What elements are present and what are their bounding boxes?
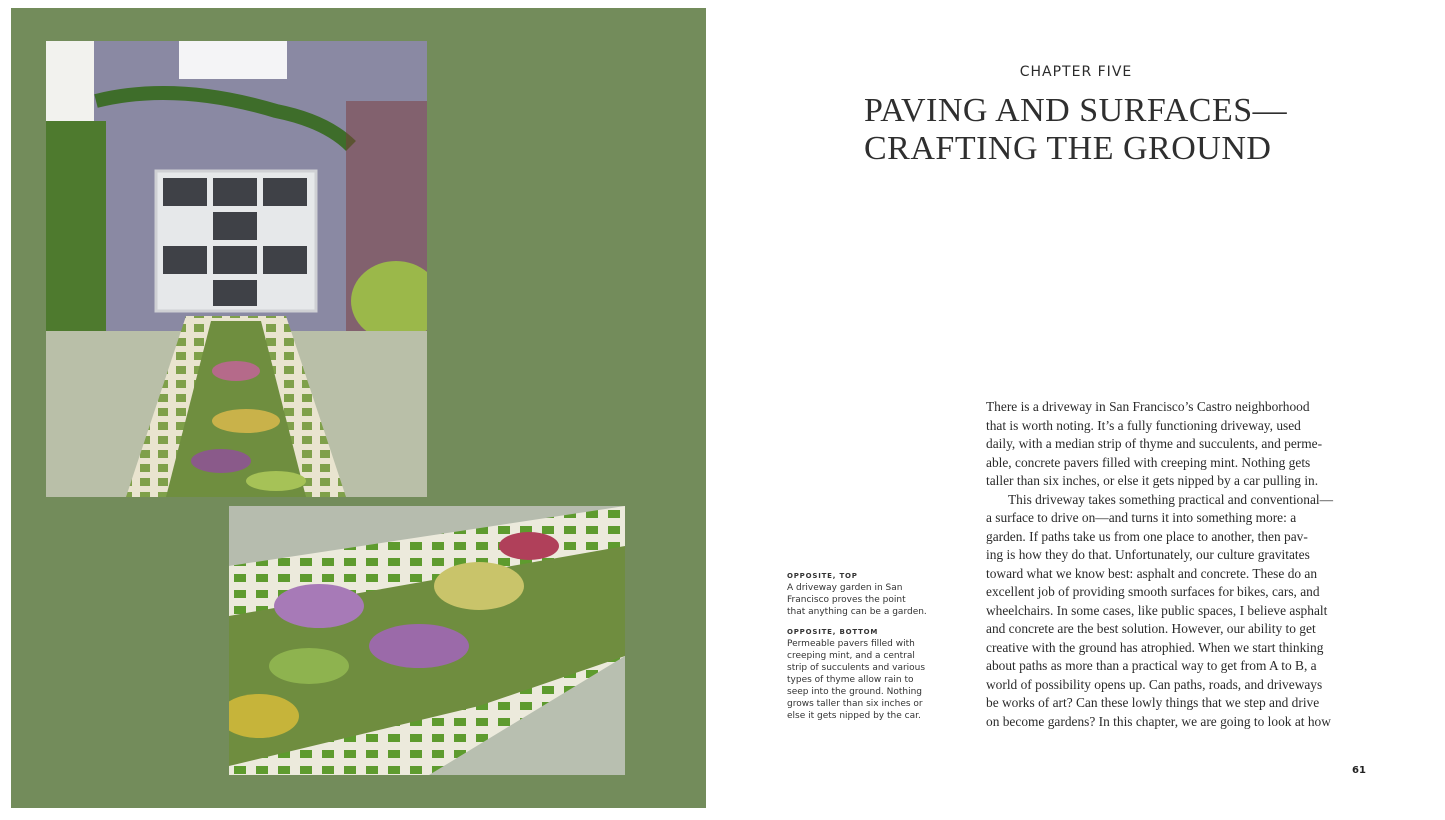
body-line: garden. If paths take us from one place to another, then pav- — [986, 528, 1308, 544]
permeable-pavers-photo — [229, 506, 625, 775]
body-line: that is worth noting. It’s a fully functioning driveway, used — [986, 417, 1301, 433]
body-line: ing is how they do that. Unfortunately, our culture gravitates — [986, 547, 1310, 562]
body-line: on become gardens? In this chapter, we are going to look at how — [986, 713, 1331, 729]
page-number: 61 — [1352, 765, 1366, 776]
caption-line: types of thyme allow rain to — [787, 675, 914, 685]
caption-line: seep into the ground. Nothing — [787, 687, 923, 697]
body-line: creative with the ground has atrophied. When we start thinking — [986, 639, 1324, 655]
body-line: There is a driveway in San Francisco’s Castro neighborhood — [986, 399, 1310, 414]
body-line: be works of art? Can these lowly things that we step and drive — [986, 695, 1320, 710]
caption-line: that anything can be a garden. — [787, 607, 927, 617]
body-line: about paths as more than a practical way to get from A to B, a — [986, 658, 1317, 673]
body-line: a surface to drive on—and turns it into something more: a — [986, 510, 1297, 525]
caption-label: OPPOSITE, TOP — [787, 572, 858, 580]
body-line: excellent job of providing smooth surfaces for bikes, cars, and — [986, 584, 1320, 599]
left-page-panel — [11, 8, 706, 808]
body-line: world of possibility opens up. Can paths, roads, and driveways — [986, 676, 1323, 692]
caption-label: OPPOSITE, BOTTOM — [787, 628, 879, 636]
chapter-title-line: CRAFTING THE GROUND — [864, 130, 1272, 167]
body-line: taller than six inches, or else it gets nipped by a car pulling in. — [986, 473, 1319, 488]
chapter-title-line: PAVING AND SURFACES— — [864, 92, 1288, 129]
caption-line: creeping mint, and a central — [787, 651, 915, 661]
body-text — [986, 398, 1386, 731]
caption-line: A driveway garden in San — [787, 583, 903, 593]
chapter-title — [864, 92, 1324, 168]
body-line: This driveway takes something practical and conventional— — [1008, 491, 1333, 507]
chapter-kicker: CHAPTER FIVE — [1019, 64, 1133, 80]
caption-bottom — [787, 627, 937, 722]
caption-text — [787, 582, 937, 618]
body-line: toward what we know best: asphalt and concrete. These do an — [986, 565, 1318, 581]
photo-captions — [787, 571, 937, 731]
body-line: daily, with a median strip of thyme and succulents, and perme- — [986, 436, 1323, 451]
caption-line: Permeable pavers filled with — [787, 639, 915, 649]
body-line: able, concrete pavers filled with creeping mint. Nothing gets — [986, 454, 1311, 470]
caption-text — [787, 638, 937, 722]
caption-line: Francisco proves the point — [787, 595, 906, 605]
driveway-garden-photo — [46, 41, 427, 497]
caption-line: else it gets nipped by the car. — [787, 711, 921, 721]
caption-top — [787, 571, 937, 618]
body-line: wheelchairs. In some cases, like public spaces, I believe asphalt — [986, 602, 1328, 618]
caption-line: strip of succulents and various — [787, 663, 926, 673]
caption-line: grows taller than six inches or — [787, 699, 923, 709]
body-line: and concrete are the best solution. However, our ability to get — [986, 621, 1316, 636]
